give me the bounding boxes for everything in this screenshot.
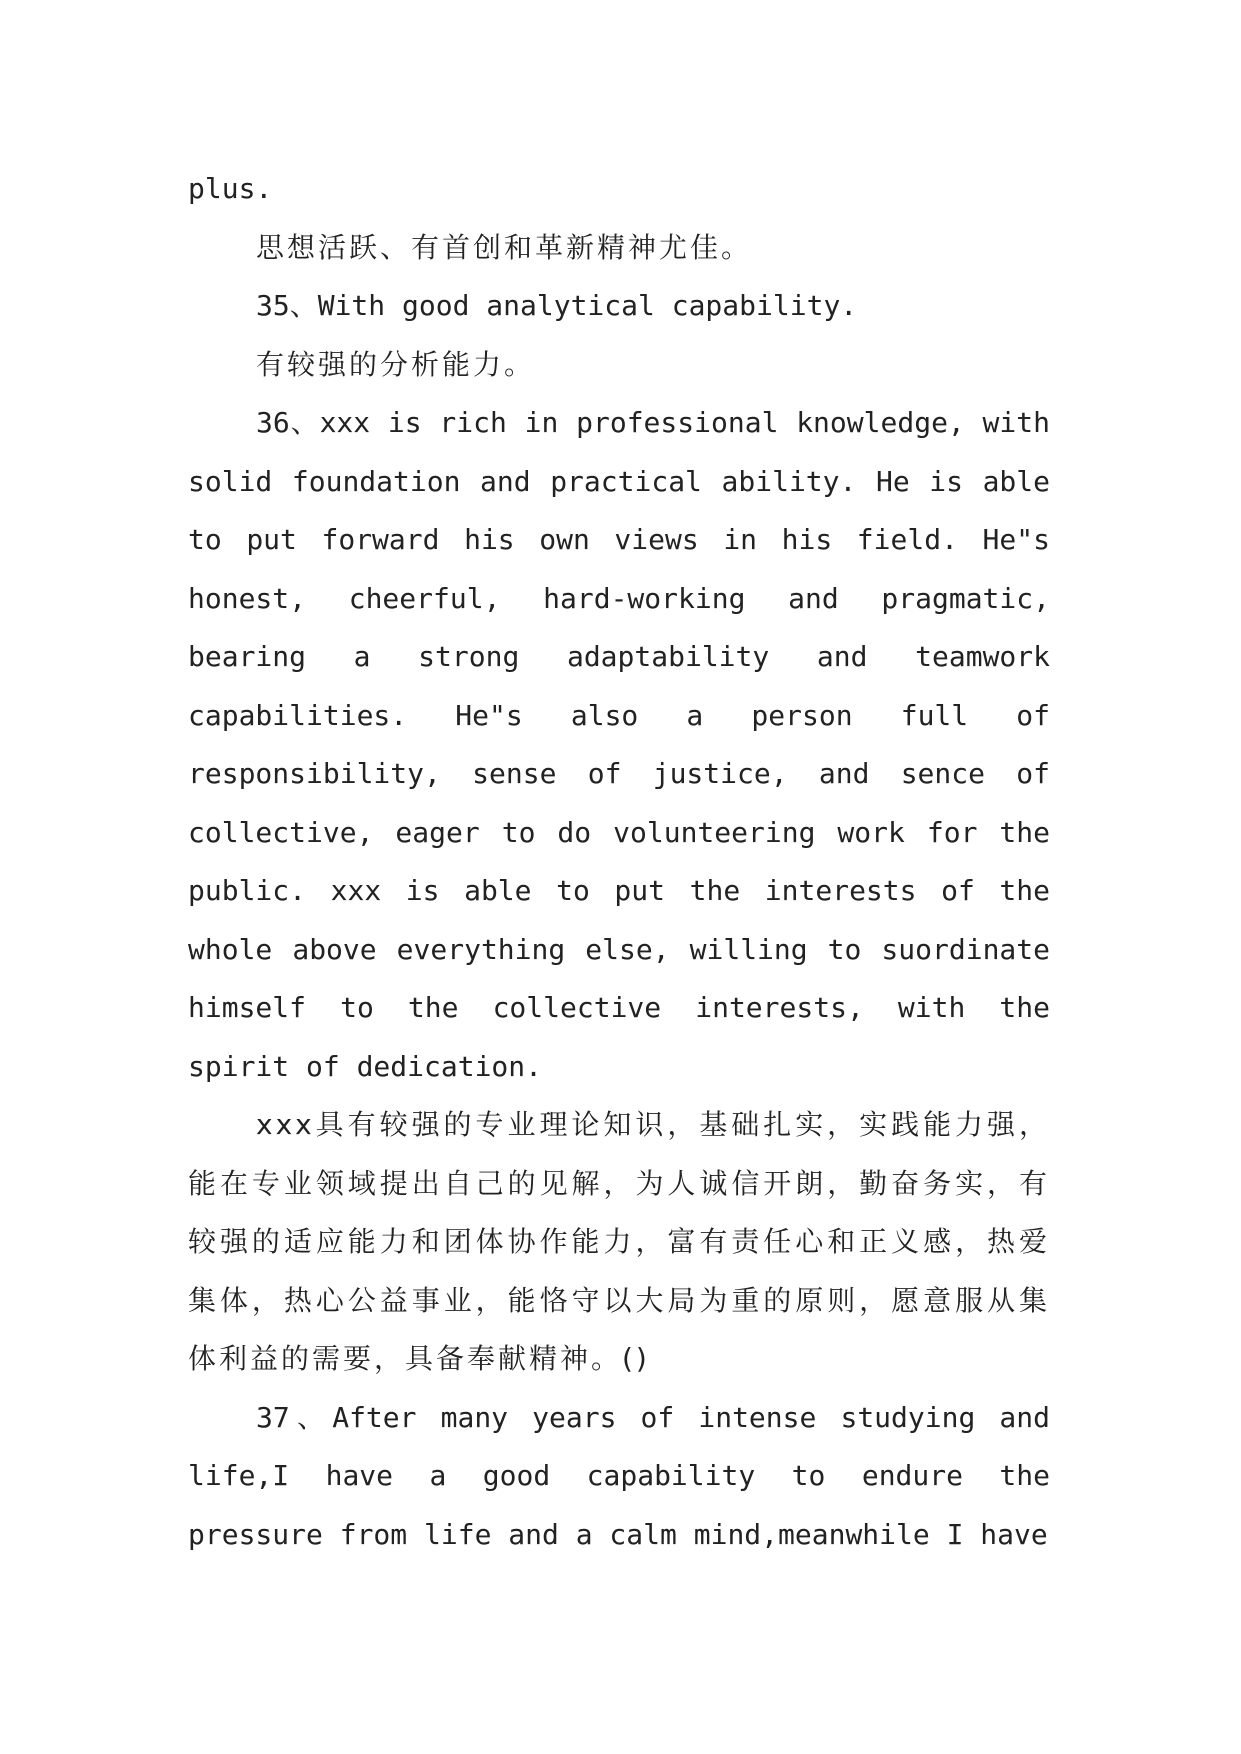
paragraph-zh-34: 思想活跃、有首创和革新精神尤佳。 xyxy=(256,230,753,264)
paragraph-35: 35、With good analytical capability. xyxy=(256,289,858,322)
paragraph-continuation: plus. xyxy=(188,172,273,205)
paragraph-37: 37、After many years of intense studying and life,I have a good capability to endure the pressure from life and a calm mind,meanwhile I have xyxy=(188,1400,1050,1551)
paragraph-36: 36、xxx is rich in professional knowledge, with solid foundation and practical ability. He is able to put forward his own views in his field. He"s honest, cheerful, hard-working and pragmatic, bearing a strong adaptability and teamwork capabilities. He"s also a person full of responsibility, sense of justice, and sence of collective, eager to do volunteering work for the public. xxx is able to put the interests of the whole above everything else, willing to suordinate himself to the collective interests, with the spirit of dedication. xyxy=(188,406,1050,1083)
document-body xyxy=(188,160,1050,1564)
paragraph-zh-35: 有较强的分析能力。 xyxy=(256,347,536,381)
paragraph-zh-36: xxx具有较强的专业理论知识，基础扎实，实践能力强，能在专业领域提出自己的见解，为人诚信开朗，勤奋务实，有较强的适应能力和团体协作能力，富有责任心和正义感，热爱集体，热心公益事业，能恪守以大局为重的原则，愿意服从集体利益的需要，具备奉献精神。() xyxy=(188,1108,1050,1375)
